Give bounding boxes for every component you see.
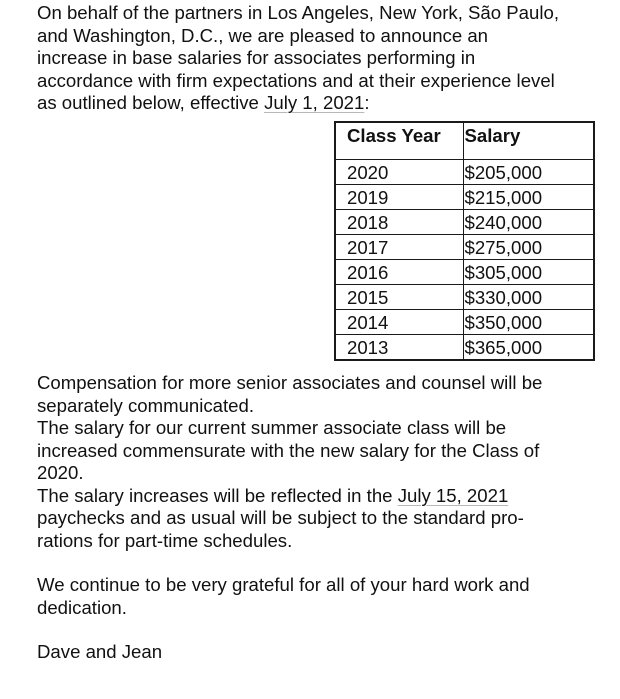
class-year-cell: 2019 — [335, 184, 463, 209]
intro-line-suffix: : — [364, 92, 370, 113]
table-row — [335, 334, 594, 360]
body-line: The salary increases will be reflected in the — [37, 484, 398, 506]
intro-line: as outlined below, effective — [37, 92, 265, 113]
table-row — [335, 184, 594, 209]
announcement-body — [37, 372, 612, 664]
column-header-class-year: Class Year — [335, 122, 463, 159]
body-line: dedication. — [37, 596, 127, 618]
body-line: 2020. — [37, 462, 84, 483]
body-line: increased commensurate with the new salary for the Class of — [37, 439, 540, 461]
salary-cell: $365,000 — [463, 334, 594, 360]
paragraph-spacer — [37, 619, 612, 641]
intro-line: accordance with firm expectations and at their experience level — [37, 69, 555, 91]
intro-line: and Washington, D.C., we are pleased to announce an — [37, 24, 489, 46]
class-year-cell: 2015 — [335, 284, 463, 309]
intro-line: On behalf of the partners in Los Angeles, New York, São Paulo, — [37, 2, 559, 23]
summer-associate-paragraph — [37, 417, 612, 485]
salary-cell: $205,000 — [463, 159, 594, 184]
intro-line: increase in base salaries for associates performing in — [37, 47, 476, 68]
announcement-intro — [37, 2, 612, 115]
table-header-row — [335, 122, 594, 159]
salary-table-container — [334, 121, 595, 361]
salary-cell: $330,000 — [463, 284, 594, 309]
paycheck-paragraph — [37, 485, 612, 553]
class-year-cell: 2016 — [335, 259, 463, 284]
table-row — [335, 284, 594, 309]
signature: Dave and Jean — [37, 641, 163, 662]
intro-paragraph — [37, 2, 612, 115]
body-line: rations for part-time schedules. — [37, 529, 293, 551]
salary-cell: $350,000 — [463, 309, 594, 334]
paragraph-spacer — [37, 552, 612, 574]
body-line: Compensation for more senior associates and counsel will be — [37, 372, 543, 393]
paycheck-date-link[interactable]: July 15, 2021 — [397, 484, 509, 506]
senior-compensation-paragraph — [37, 372, 612, 417]
table-row — [335, 234, 594, 259]
salary-cell: $215,000 — [463, 184, 594, 209]
class-year-cell: 2020 — [335, 159, 463, 184]
salary-cell: $240,000 — [463, 209, 594, 234]
class-year-cell: 2017 — [335, 234, 463, 259]
column-header-salary: Salary — [463, 122, 594, 159]
table-row — [335, 209, 594, 234]
table-row — [335, 309, 594, 334]
salary-table — [334, 121, 595, 361]
salary-cell: $275,000 — [463, 234, 594, 259]
body-line: The salary for our current summer associate class will be — [37, 417, 507, 438]
body-line: paychecks and as usual will be subject to the standard pro- — [37, 507, 524, 528]
salary-cell: $305,000 — [463, 259, 594, 284]
table-row — [335, 259, 594, 284]
class-year-cell: 2013 — [335, 334, 463, 360]
class-year-cell: 2014 — [335, 309, 463, 334]
table-row — [335, 159, 594, 184]
gratitude-paragraph — [37, 574, 612, 619]
class-year-cell: 2018 — [335, 209, 463, 234]
body-line: We continue to be very grateful for all of your hard work and — [37, 574, 530, 595]
effective-date-link[interactable]: July 1, 2021 — [264, 92, 365, 113]
body-line: separately communicated. — [37, 394, 255, 416]
